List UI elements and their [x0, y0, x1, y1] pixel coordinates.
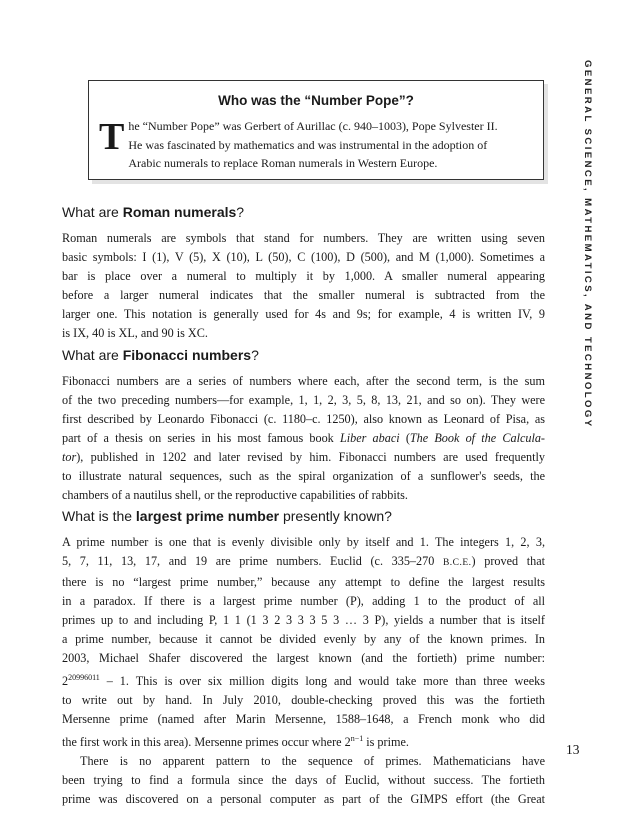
text-line: A prime number is one that is evenly divisible only by itself and 1. The integers 1, 2, 3,: [62, 535, 545, 549]
callout-line: He was fascinated by mathematics and was instrumental in the adoption of: [128, 137, 488, 152]
text-line: larger one. This notation is generally used for 4s and 9s; for example, 4 is written IV, 9: [62, 307, 545, 321]
callout-box: [88, 80, 544, 180]
heading-prefix: What are: [62, 204, 123, 220]
text-line: of the two preceding numbers—for example, 1, 1, 2, 3, 5, 8, 13, 21, and so on). They were: [62, 393, 545, 407]
text-line: before a larger numeral indicates that the smaller numeral is subtracted from the: [62, 288, 545, 302]
text-line: is IX, 40 is XL, and 90 is XC.: [62, 326, 208, 340]
section-heading-fibonacci: [62, 347, 259, 363]
text-line: There is no apparent pattern to the sequence of primes. Mathematicians have: [80, 754, 545, 768]
heading-suffix: ?: [236, 204, 245, 220]
text-line: chambers of a nautilus shell, or the reproductive capabilities of rabbits.: [62, 488, 408, 502]
text-line: in a paradox. If there is a largest prime number (P), adding 1 to the product of all: [62, 594, 545, 608]
text-line: tor), published in 1202 and later revised by him. Fibonacci numbers are used frequently: [62, 450, 545, 464]
text-line: prime was discovered on a personal computer as part of the GIMPS effort (the Great: [62, 792, 545, 806]
section-heading-prime: [62, 508, 392, 524]
drop-cap: T: [99, 116, 125, 158]
text-line: 5, 7, 11, 13, 17, and 19 are prime numbers. Euclid (c. 335–270 B.C.E.) proved that: [62, 554, 546, 568]
text-line: there is no “largest prime number,” because any attempt to define the largest results: [62, 575, 545, 589]
text-line: basic symbols: I (1), V (5), X (10), L (50), C (100), D (500), and M (1,000). Sometimes a: [62, 250, 545, 264]
callout-line: Arabic numerals to replace Roman numerals in Western Europe.: [128, 156, 438, 171]
text-line: primes up to and including P, 1 1 (1 3 2 3 3 3 5 3 … 3 P), yields a number that is itself: [62, 613, 545, 627]
paragraph-roman: [62, 229, 545, 343]
text-line: 2003, Michael Shafer discovered the largest known (and the fortieth) prime number:: [62, 651, 545, 665]
callout-body: [99, 117, 529, 173]
heading-keyword: Roman numerals: [122, 204, 237, 220]
text-line: first described by Leonardo Fibonacci (c. 1180–c. 1250), also known as Leonard of Pisa, as: [62, 412, 545, 426]
text-line: to illustrate natural sequences, such as the spiral organization of a sunflower's seeds, the: [62, 469, 545, 483]
page-number: 13: [566, 742, 580, 757]
text-line: Mersenne prime (named after Marin Mersenne, 1588–1648, a French monk who did: [62, 712, 545, 726]
heading-keyword: largest prime number: [135, 508, 280, 524]
text-line: to write out by hand. In July 2010, double-checking proved this was the fortieth: [62, 693, 545, 707]
heading-keyword: Fibonacci numbers: [122, 347, 252, 363]
text-line: $2^{20996011} - 1$. This is over six million digits long and would take more than three weeks: [62, 673, 545, 688]
heading-suffix: ?: [251, 347, 259, 363]
paragraph-fibonacci: [62, 372, 545, 505]
callout-title: Who was the “Number Pope”?: [218, 93, 414, 108]
heading-prefix: What are: [62, 347, 123, 363]
text-line: been trying to find a formula since the days of Euclid, without success. The fortieth: [62, 773, 545, 787]
text-line: Fibonacci numbers are a series of numbers where each, after the second term, is the sum: [62, 374, 545, 388]
callout-line: he “Number Pope” was Gerbert of Aurillac (c. 940–1003), Pope Sylvester II.: [128, 119, 498, 133]
text-line: a prime number, because it cannot be divided evenly by any of the known primes. In: [62, 632, 545, 646]
heading-suffix: presently known?: [279, 508, 392, 524]
heading-prefix: What is the: [62, 508, 136, 524]
text-line: bar is place over a numeral to multiply it by 1,000. A smaller numeral appearing: [62, 269, 545, 283]
running-head-sidebar: GENERAL SCIENCE, MATHEMATICS, AND TECHNOLOGY: [582, 60, 593, 429]
paragraph-prime: [62, 533, 545, 809]
text-line: the first work in this area). Mersenne primes occur where $2^{n-1}$ is prime.: [62, 734, 409, 749]
section-heading-roman: [62, 204, 244, 220]
text-line: Roman numerals are symbols that stand for numbers. They are written using seven: [62, 231, 545, 245]
text-line: part of a thesis on series in his most famous book Liber abaci (The Book of the Calcula-: [62, 431, 545, 445]
